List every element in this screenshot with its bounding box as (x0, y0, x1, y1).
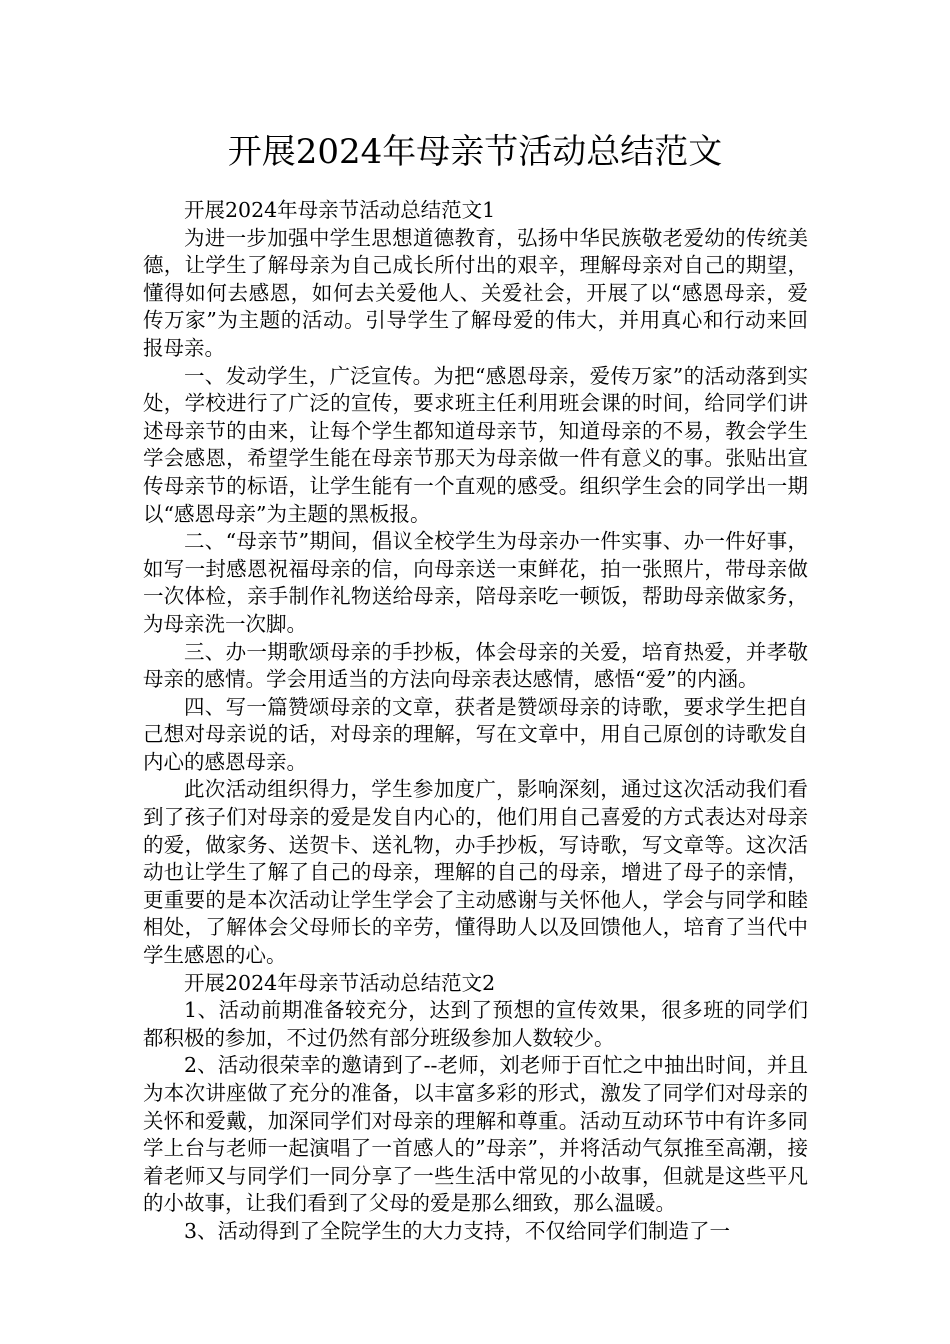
paragraph-point-3: 三、办一期歌颂母亲的手抄板，体会母亲的关爱，培育热爱，并孝敬母亲的感情。学会用适当的方法向母亲表达感情，感悟“爱”的内涵。 (143, 639, 808, 692)
document-title: 开展2024年母亲节活动总结范文 (227, 132, 723, 172)
paragraph-intro: 为进一步加强中学生思想道德教育，弘扬中华民族敬老爱幼的传统美德，让学生了解母亲为自己成长所付出的艰辛，理解母亲对自己的期望，懂得如何去感恩，如何去关爱他人、关爱社会，开展了以“感恩母亲，爱传万家”为主题的活动。引导学生了解母爱的伟大，并用真心和行动来回报母亲。 (143, 225, 808, 360)
paragraph-summary: 此次活动组织得力，学生参加度广，影响深刻，通过这次活动我们看到了孩子们对母亲的爱是发自内心的，他们用自己喜爱的方式表达对母亲的爱，做家务、送贺卡、送礼物，办手抄板，写诗歌，写文章等。这次活动也让学生了解了自己的母亲，理解的自己的母亲，增进了母子的亲情，更重要的是本次活动让学生学会了主动感谢与关怀他人，学会与同学和睦相处，了解体会父母师长的辛劳，懂得助人以及回馈他人，培育了当代中学生感恩的心。 (143, 777, 808, 968)
paragraph-item-3: 3、活动得到了全院学生的大力支持，不仅给同学们制造了一 (184, 1218, 731, 1243)
section-heading-2: 开展2024年母亲节活动总结范文2 (184, 970, 496, 995)
paragraph-point-2: 二、“母亲节”期间，倡议全校学生为母亲办一件实事、办一件好事，如写一封感恩祝福母亲的信，向母亲送一束鲜花，拍一张照片，带母亲做一次体检，亲手制作礼物送给母亲，陪母亲吃一顿饭，帮助母亲做家务，为母亲洗一次脚。 (143, 529, 808, 636)
paragraph-item-1: 1、活动前期准备较充分，达到了预想的宣传效果，很多班的同学们都积极的参加，不过仍然有部分班级参加人数较少。 (143, 998, 808, 1050)
section-heading-1: 开展2024年母亲节活动总结范文1 (184, 198, 496, 222)
paragraph-point-1: 一、发动学生，广泛宣传。为把“感恩母亲，爱传万家”的活动落到实处，学校进行了广泛的宣传，要求班主任利用班会课的时间，给同学们讲述母亲节的由来，让每个学生都知道母亲节，知道母亲的不易，教会学生学会感恩，希望学生能在母亲节那天为母亲做一件有意义的事。张贴出宣传母亲节的标语，让学生能有一个直观的感受。组织学生会的同学出一期以“感恩母亲”为主题的黑板报。 (143, 363, 808, 526)
paragraph-item-2: 2、活动很荣幸的邀请到了--老师，刘老师于百忙之中抽出时间，并且为本次讲座做了充分的准备，以丰富多彩的形式，激发了同学们对母亲的关怀和爱戴，加深同学们对母亲的理解和尊重。活动互动环节中有许多同学上台与老师一起演唱了一首感人的”母亲”，并将活动气氛推至高潮，接着老师又与同学们一同分享了一些生活中常见的小故事，但就是这些平凡的小故事，让我们看到了父母的爱是那么细致，那么温暖。 (143, 1053, 808, 1216)
document-body (143, 197, 808, 1246)
paragraph-point-4: 四、写一篇赞颂母亲的文章，获者是赞颂母亲的诗歌，要求学生把自己想对母亲说的话，对母亲的理解，写在文章中，用自己原创的诗歌发自内心的感恩母亲。 (143, 694, 808, 774)
